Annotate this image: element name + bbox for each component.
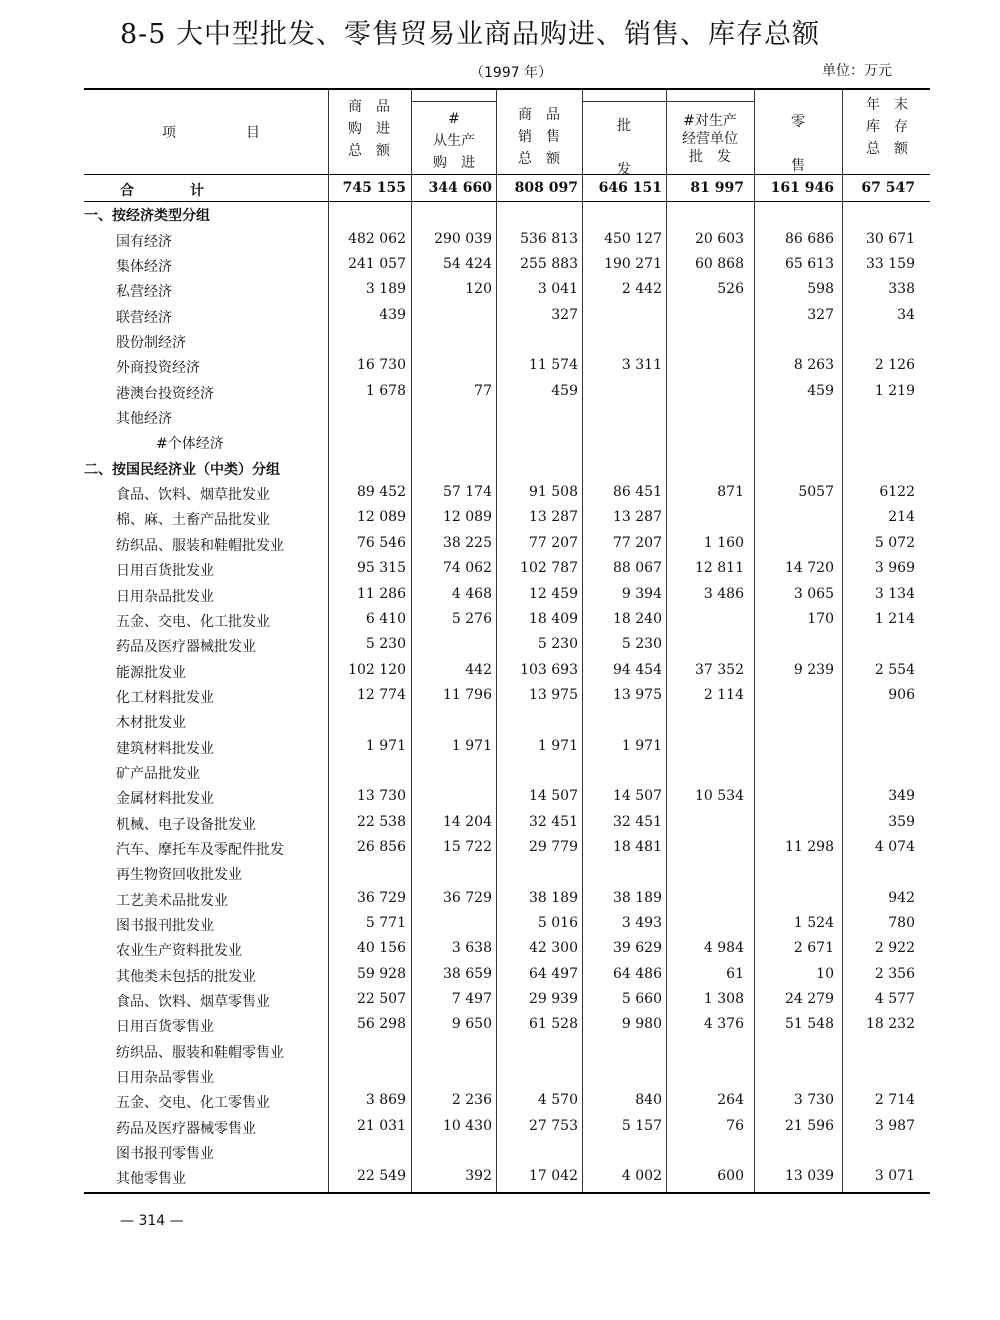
- table-cell: 3 987: [874, 1117, 915, 1134]
- table-cell: 94 454: [613, 661, 662, 678]
- row-label: 图书报刊批发业: [116, 917, 214, 934]
- table-cell: 21 596: [785, 1117, 834, 1134]
- table-cell: 17 042: [529, 1168, 578, 1185]
- table-cell: 30 671: [866, 230, 915, 247]
- table-row: [84, 1165, 930, 1190]
- table-cell: 2 714: [874, 1092, 915, 1109]
- table-cell: 64 497: [529, 965, 578, 982]
- table-cell: 9 650: [451, 1016, 492, 1033]
- table-cell: 16 730: [357, 357, 406, 374]
- table-cell: 76 546: [357, 534, 406, 551]
- table-cell: 598: [807, 281, 834, 298]
- row-label: 二、按国民经济业（中类）分组: [84, 461, 280, 478]
- table-cell: 14 507: [529, 788, 578, 805]
- group-heading-row: [84, 456, 930, 481]
- table-cell: 103 693: [520, 661, 578, 678]
- table-row: [84, 532, 930, 557]
- table-cell: 3 134: [874, 585, 915, 602]
- table-row: [84, 583, 930, 608]
- table-row: [84, 1013, 930, 1038]
- table-row: [84, 912, 930, 937]
- table-cell: 3 869: [365, 1092, 406, 1109]
- table-cell: 2 356: [874, 965, 915, 982]
- table-cell: 29 779: [529, 838, 578, 855]
- table-cell: 4 984: [703, 940, 744, 957]
- row-label: 港澳台投资经济: [116, 385, 214, 402]
- table-cell: 1 971: [365, 737, 406, 754]
- table-cell: 33 159: [866, 256, 915, 273]
- table-cell: 10 534: [695, 788, 744, 805]
- row-label: 棉、麻、土畜产品批发业: [116, 512, 270, 529]
- table-cell: 102 787: [520, 560, 578, 577]
- row-label: 农业生产资料批发业: [116, 943, 242, 960]
- table-cell: 5 771: [365, 914, 406, 931]
- table-cell: 646 151: [598, 180, 662, 196]
- row-label: 汽车、摩托车及零配件批发: [116, 841, 284, 858]
- table-cell: 67 547: [861, 180, 915, 196]
- row-label: 一、按经济类型分组: [84, 208, 210, 225]
- table-cell: 59 928: [357, 965, 406, 982]
- table-row: [84, 506, 930, 531]
- table-cell: 1 971: [621, 737, 662, 754]
- table-cell: 840: [635, 1092, 662, 1109]
- table-cell: 61: [726, 965, 744, 982]
- header-sales-total: 商 品 销 售 总 额: [518, 107, 560, 167]
- table-cell: 450 127: [604, 230, 662, 247]
- table-row: [84, 329, 930, 354]
- table-cell: 54 424: [443, 256, 492, 273]
- header-purchase-total: 商 品 购 进 总 额: [348, 99, 390, 159]
- table-cell: 40 156: [357, 940, 406, 957]
- row-label: 日用百货批发业: [116, 563, 214, 580]
- row-label: 其他类未包括的批发业: [116, 968, 256, 985]
- table-cell: 14 507: [613, 788, 662, 805]
- table-cell: 2 922: [874, 940, 915, 957]
- row-label: 五金、交电、化工批发业: [116, 613, 270, 630]
- table-cell: 65 613: [785, 256, 834, 273]
- table-cell: 21 031: [357, 1117, 406, 1134]
- table-top-rule: [84, 88, 930, 90]
- table-row: [84, 557, 930, 582]
- table-cell: 6 410: [365, 610, 406, 627]
- table-cell: 86 686: [785, 230, 834, 247]
- table-cell: 3 071: [874, 1168, 915, 1185]
- table-cell: 3 189: [365, 281, 406, 298]
- table-cell: 4 376: [703, 1016, 744, 1033]
- row-label: 日用杂品批发业: [116, 588, 214, 605]
- row-label: #个体经济: [156, 436, 224, 453]
- table-row: [84, 380, 930, 405]
- table-cell: 5 230: [621, 636, 662, 653]
- table-cell: 1 678: [365, 382, 406, 399]
- row-label: 金属材料批发业: [116, 791, 214, 808]
- table-cell: 18 409: [529, 610, 578, 627]
- table-row: [84, 228, 930, 253]
- table-cell: 13 287: [529, 509, 578, 526]
- table-row: [84, 861, 930, 886]
- table-cell: 77 207: [613, 534, 662, 551]
- row-label: 化工材料批发业: [116, 689, 214, 706]
- row-label: 国有经济: [116, 233, 172, 250]
- table-cell: 32 451: [613, 813, 662, 830]
- table-cell: 442: [465, 661, 492, 678]
- header-to-producer: #对生产 经营单位 批 发: [682, 113, 738, 165]
- table-cell: 1 524: [793, 914, 834, 931]
- subheader-rule: [411, 101, 496, 102]
- row-label: 日用杂品零售业: [116, 1070, 214, 1087]
- table-row: [84, 354, 930, 379]
- table-cell: 5 230: [365, 636, 406, 653]
- table-cell: 439: [379, 306, 406, 323]
- table-cell: 4 577: [874, 991, 915, 1007]
- header-stock: 年 末 库 存 总 额: [866, 97, 908, 157]
- table-cell: 4 002: [621, 1168, 662, 1185]
- table-cell: 77: [474, 382, 492, 399]
- table-cell: 264: [717, 1092, 744, 1109]
- table-cell: 327: [551, 306, 578, 323]
- table-cell: 57 174: [443, 484, 492, 501]
- table-cell: 95 315: [357, 560, 406, 577]
- table-cell: 24 279: [785, 991, 834, 1007]
- table-cell: 10 430: [443, 1117, 492, 1134]
- table-cell: 2 671: [793, 940, 834, 957]
- table-cell: 38 659: [443, 965, 492, 982]
- row-label: 食品、饮料、烟草零售业: [116, 994, 270, 1010]
- table-cell: 1 971: [451, 737, 492, 754]
- table-cell: 3 065: [793, 585, 834, 602]
- table-cell: 344 660: [428, 180, 492, 196]
- group-heading-row: [84, 202, 930, 227]
- table-cell: 190 271: [604, 256, 662, 273]
- table-row: [84, 253, 930, 278]
- row-label: 纺织品、服装和鞋帽批发业: [116, 537, 284, 554]
- table-cell: 13 975: [529, 686, 578, 703]
- table-cell: 22 549: [357, 1168, 406, 1185]
- table-cell: 526: [717, 281, 744, 298]
- table-cell: 20 603: [695, 230, 744, 247]
- row-label: 再生物资回收批发业: [116, 867, 242, 884]
- table-year: （1997 年）: [470, 65, 553, 81]
- table-row: [84, 811, 930, 836]
- table-cell: 36 729: [443, 889, 492, 906]
- row-label: 图书报刊零售业: [116, 1146, 214, 1163]
- table-cell: 3 493: [621, 914, 662, 931]
- table-row: [84, 405, 930, 430]
- table-cell: 536 813: [520, 230, 578, 247]
- table-cell: 5 276: [451, 610, 492, 627]
- table-cell: 241 057: [348, 256, 406, 273]
- header-retail: 零 售: [791, 114, 805, 174]
- table-cell: 3 486: [703, 585, 744, 602]
- page-title: 8-5 大中型批发、零售贸易业商品购进、销售、库存总额: [120, 19, 821, 50]
- table-cell: 214: [888, 509, 915, 526]
- row-label: 药品及医疗器械零售业: [116, 1120, 256, 1137]
- table-cell: 22 507: [357, 991, 406, 1007]
- row-label: 合 计: [120, 183, 204, 199]
- row-label: 集体经济: [116, 259, 172, 276]
- table-cell: 12 811: [695, 560, 744, 577]
- table-cell: 32 451: [529, 813, 578, 830]
- table-cell: 36 729: [357, 889, 406, 906]
- table-row: [84, 785, 930, 810]
- table-cell: 2 554: [874, 661, 915, 678]
- table-cell: 42 300: [529, 940, 578, 957]
- table-cell: 942: [888, 889, 915, 906]
- table-row: [84, 659, 930, 684]
- page-number: — 314 —: [120, 1213, 184, 1229]
- table-cell: 13 287: [613, 509, 662, 526]
- table-row: [84, 760, 930, 785]
- table-body: [84, 177, 930, 1191]
- table-cell: 18 240: [613, 610, 662, 627]
- table-row: [84, 1089, 930, 1114]
- table-cell: 86 451: [613, 484, 662, 501]
- table-cell: 1 219: [874, 382, 915, 399]
- table-cell: 290 039: [434, 230, 492, 247]
- table-cell: 26 856: [357, 838, 406, 855]
- row-label: 纺织品、服装和鞋帽零售业: [116, 1044, 284, 1061]
- table-cell: 74 062: [443, 560, 492, 577]
- table-cell: 14 720: [785, 560, 834, 577]
- table-row: [84, 684, 930, 709]
- table-row: [84, 963, 930, 988]
- table-cell: 12 089: [357, 509, 406, 526]
- table-bottom-rule: [84, 1192, 930, 1194]
- table-cell: 1 971: [537, 737, 578, 754]
- table-cell: 5 660: [621, 991, 662, 1007]
- table-cell: 64 486: [613, 965, 662, 982]
- table-cell: 871: [717, 484, 744, 501]
- table-cell: 89 452: [357, 484, 406, 501]
- row-label: 矿产品批发业: [116, 765, 200, 782]
- table-row: [84, 304, 930, 329]
- row-label: 其他经济: [116, 411, 172, 428]
- table-cell: 255 883: [520, 256, 578, 273]
- table-cell: 61 528: [529, 1016, 578, 1033]
- table-cell: 11 298: [785, 838, 834, 855]
- table-cell: 22 538: [357, 813, 406, 830]
- table-cell: 5 157: [621, 1117, 662, 1134]
- table-cell: 170: [807, 610, 834, 627]
- table-cell: 327: [807, 306, 834, 323]
- table-row: [84, 1064, 930, 1089]
- table-cell: 392: [465, 1168, 492, 1185]
- table-cell: 2 236: [451, 1092, 492, 1109]
- table-cell: 4 570: [537, 1092, 578, 1109]
- table-cell: 4 468: [451, 585, 492, 602]
- table-row: [84, 937, 930, 962]
- table-row: [84, 709, 930, 734]
- header-item: 项 目: [162, 125, 260, 141]
- table-cell: 34: [897, 306, 915, 323]
- table-cell: 5 230: [537, 636, 578, 653]
- table-cell: 1 214: [874, 610, 915, 627]
- table-cell: 808 097: [514, 180, 578, 196]
- table-cell: 18 481: [613, 838, 662, 855]
- total-row: [84, 177, 930, 202]
- table-cell: 56 298: [357, 1016, 406, 1033]
- row-label: 日用百货零售业: [116, 1019, 214, 1036]
- row-label: 股份制经济: [116, 335, 186, 352]
- table-cell: 7 497: [451, 991, 492, 1007]
- table-cell: 38 189: [613, 889, 662, 906]
- table-row: [84, 887, 930, 912]
- row-label: 能源批发业: [116, 664, 186, 681]
- table-cell: 88 067: [613, 560, 662, 577]
- table-cell: 338: [888, 281, 915, 298]
- table-cell: 27 753: [529, 1117, 578, 1134]
- table-cell: 745 155: [342, 180, 406, 196]
- table-cell: 77 207: [529, 534, 578, 551]
- table-cell: 38 189: [529, 889, 578, 906]
- table-cell: 600: [717, 1168, 744, 1185]
- table-cell: 359: [888, 813, 915, 830]
- table-cell: 349: [888, 788, 915, 805]
- table-cell: 6122: [879, 484, 915, 501]
- subheader-rule: [582, 101, 754, 102]
- table-cell: 1 308: [703, 991, 744, 1007]
- table-cell: 3 730: [793, 1092, 834, 1109]
- table-row: [84, 608, 930, 633]
- table-cell: 2 442: [621, 281, 662, 298]
- table-cell: 38 225: [443, 534, 492, 551]
- table-row: [84, 1115, 930, 1140]
- table-cell: 76: [726, 1117, 744, 1134]
- table-cell: 906: [888, 686, 915, 703]
- table-cell: 11 574: [529, 357, 578, 374]
- table-cell: 39 629: [613, 940, 662, 957]
- table-row: [84, 836, 930, 861]
- table-cell: 12 774: [357, 686, 406, 703]
- table-row: [84, 1039, 930, 1064]
- table-cell: 9 239: [793, 661, 834, 678]
- table-cell: 102 120: [348, 661, 406, 678]
- table-row: [84, 735, 930, 760]
- row-label: 五金、交电、化工零售业: [116, 1095, 270, 1112]
- table-cell: 13 730: [357, 788, 406, 805]
- table-cell: 3 638: [451, 940, 492, 957]
- table-cell: 5057: [798, 484, 834, 501]
- row-label: 食品、饮料、烟草批发业: [116, 487, 270, 504]
- table-cell: 4 074: [874, 838, 915, 855]
- table-cell: 5 072: [874, 534, 915, 551]
- header-from-producer: # 从生产 购 进: [433, 111, 475, 171]
- table-unit: 单位：万元: [822, 63, 892, 79]
- row-label: 药品及医疗器械批发业: [116, 639, 256, 656]
- table-cell: 51 548: [785, 1016, 834, 1033]
- table-cell: 8 263: [793, 357, 834, 374]
- row-label: 其他零售业: [116, 1171, 186, 1188]
- row-label: 工艺美术品批发业: [116, 892, 228, 909]
- table-cell: 91 508: [529, 484, 578, 501]
- table-cell: 81 997: [690, 180, 744, 196]
- row-label: 外商投资经济: [116, 360, 200, 377]
- row-label: 建筑材料批发业: [116, 740, 214, 757]
- table-cell: 780: [888, 914, 915, 931]
- table-row: [84, 481, 930, 506]
- table-row: [84, 430, 930, 455]
- table-cell: 10: [816, 965, 834, 982]
- table-cell: 12 459: [529, 585, 578, 602]
- table-cell: 9 980: [621, 1016, 662, 1033]
- row-label: 联营经济: [116, 309, 172, 326]
- table-cell: 37 352: [695, 661, 744, 678]
- row-label: 木材批发业: [116, 715, 186, 732]
- table-cell: 5 016: [537, 914, 578, 931]
- table-cell: 29 939: [529, 991, 578, 1007]
- table-cell: 2 126: [874, 357, 915, 374]
- table-cell: 2 114: [703, 686, 744, 703]
- table-row: [84, 988, 930, 1013]
- table-row: [84, 633, 930, 658]
- table-cell: 482 062: [348, 230, 406, 247]
- table-cell: 11 286: [357, 585, 406, 602]
- header-wholesale: 批 发: [617, 118, 631, 178]
- table-row: [84, 1140, 930, 1165]
- row-label: 机械、电子设备批发业: [116, 816, 256, 833]
- table-cell: 3 041: [537, 281, 578, 298]
- table-cell: 18 232: [866, 1016, 915, 1033]
- table-row: [84, 278, 930, 303]
- table-cell: 459: [807, 382, 834, 399]
- table-cell: 14 204: [443, 813, 492, 830]
- table-cell: 12 089: [443, 509, 492, 526]
- table-cell: 15 722: [443, 838, 492, 855]
- row-label: 私营经济: [116, 284, 172, 301]
- table-cell: 459: [551, 382, 578, 399]
- table-cell: 13 039: [785, 1168, 834, 1185]
- table-cell: 1 160: [703, 534, 744, 551]
- table-cell: 9 394: [621, 585, 662, 602]
- table-cell: 60 868: [695, 256, 744, 273]
- table-cell: 3 969: [874, 560, 915, 577]
- table-cell: 11 796: [443, 686, 492, 703]
- table-cell: 13 975: [613, 686, 662, 703]
- table-cell: 3 311: [621, 357, 662, 374]
- table-cell: 161 946: [770, 180, 834, 196]
- table-cell: 120: [465, 281, 492, 298]
